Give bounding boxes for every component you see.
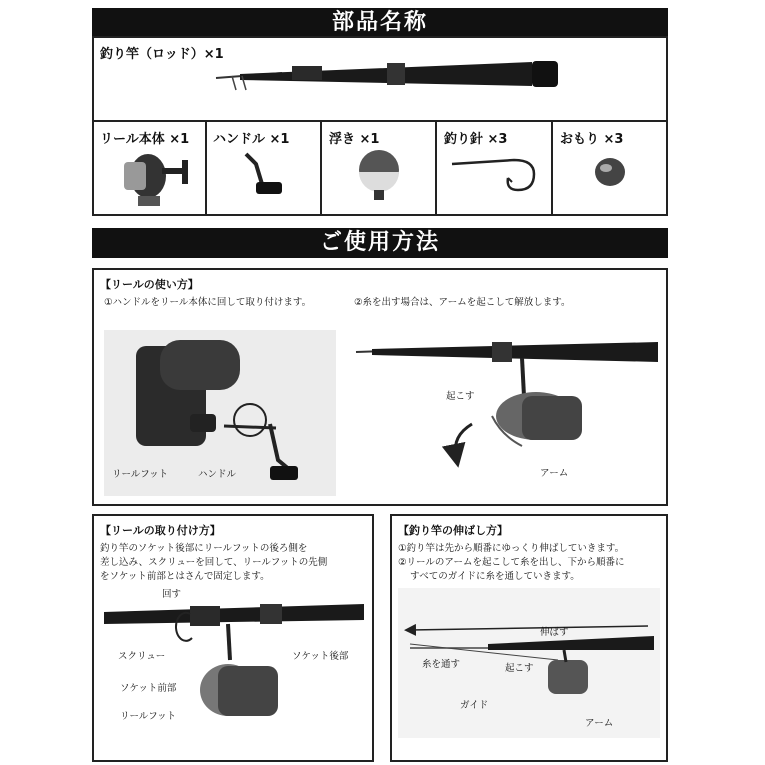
rod-extend-title: 【釣り竿の伸ばし方】 — [398, 524, 508, 537]
reel-label: リール本体 ×1 — [100, 132, 190, 147]
rod-extend-raise-label: 起こす — [505, 663, 534, 674]
rod-image — [212, 56, 564, 96]
reel-attach-line2: 差し込み、スクリューを回して、リールフットの先側 — [100, 557, 328, 568]
reel-attach-turn-label: 回す — [162, 589, 182, 600]
hook-image — [448, 150, 548, 198]
reel-use-handle-label: ハンドル — [198, 469, 237, 480]
rod-extend-guide-label: ガイド — [460, 700, 489, 711]
reel-use-arm-label: アーム — [540, 468, 569, 479]
reel-attach-line1: 釣り竿のソケット後部にリールフットの後ろ側を — [100, 543, 308, 554]
reel-attach-title: 【リールの取り付け方】 — [100, 524, 221, 537]
rod-extend-line1: ①釣り竿は先から順番にゆっくり伸ばしていきます。 — [398, 543, 625, 554]
sinker-image — [592, 154, 632, 190]
reel-use-raise-label: 起こす — [446, 391, 475, 402]
rod-extend-line2: ②リールのアームを起こして糸を出し、下から順番に — [398, 557, 625, 568]
float-label: 浮き ×1 — [329, 132, 380, 147]
reel-attach-foot-label: リールフット — [120, 711, 177, 722]
rod-label: 釣り竿（ロッド）×1 — [100, 47, 224, 62]
rod-extend-line3: すべてのガイドに糸を通していきます。 — [410, 571, 580, 582]
rod-extend-arm-label: アーム — [585, 718, 614, 729]
reel-image — [118, 146, 198, 210]
parts-banner: 部品名称 — [92, 8, 668, 38]
reel-use-step1: ①ハンドルをリール本体に回して取り付けます。 — [104, 297, 312, 308]
sinker-label: おもり ×3 — [560, 132, 624, 147]
float-image — [355, 146, 405, 202]
handle-label: ハンドル ×1 — [213, 132, 290, 147]
rod-extend-extend-label: 伸ばす — [540, 627, 569, 638]
rod-extend-thread-label: 糸を通す — [422, 659, 461, 670]
reel-attach-socket-front-label: ソケット前部 — [120, 683, 177, 694]
reel-attach-socket-rear-label: ソケット後部 — [292, 651, 349, 662]
reel-use-foot-label: リールフット — [112, 469, 169, 480]
hook-label: 釣り針 ×3 — [444, 132, 508, 147]
handle-image — [240, 150, 290, 200]
reel-use-title: 【リールの使い方】 — [100, 278, 199, 291]
rod-with-reel-image — [352, 336, 662, 466]
reel-attach-image — [100, 590, 370, 758]
reel-attach-screw-label: スクリュー — [118, 651, 166, 662]
reel-attach-line3: をソケット前部とはさんで固定します。 — [100, 571, 270, 582]
usage-banner: ご使用方法 — [92, 228, 668, 258]
reel-use-step2: ②糸を出す場合は、アームを起こして解放します。 — [354, 297, 571, 308]
